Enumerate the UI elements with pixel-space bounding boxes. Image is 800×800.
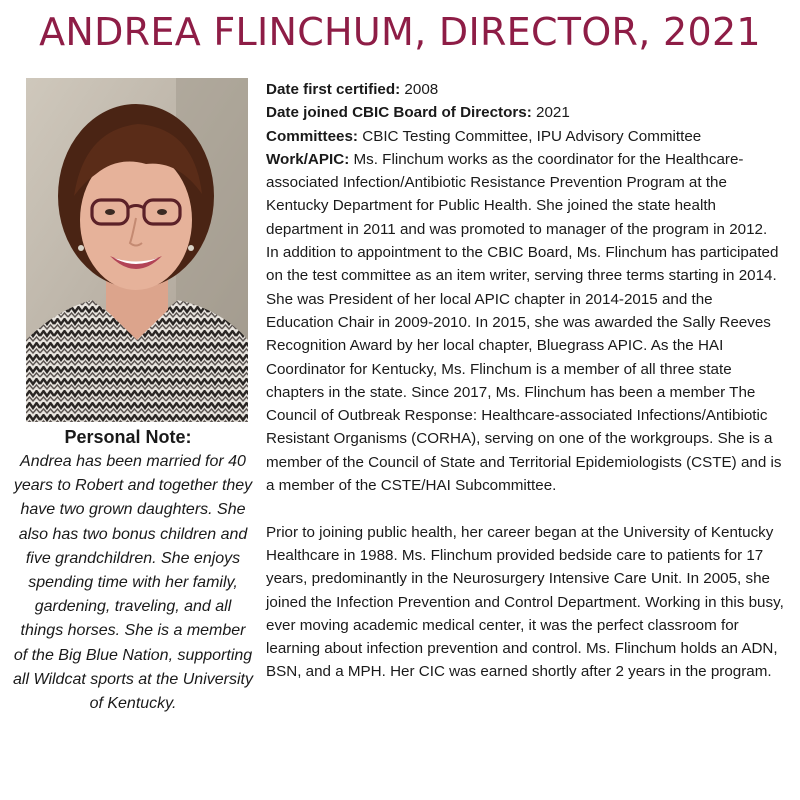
joined-value: 2021 <box>531 104 570 122</box>
committees-value: CBIC Testing Committee, IPU Advisory Committee <box>358 127 702 145</box>
career-paragraph: Prior to joining public health, her career began at the University of Kentucky Healthcare in 1988. Ms. Flinchum provided bedside care to patients for 17 years, predominantly in the Neurosurgery Intensive Care Unit. In 2005, she joined the Infection Prevention and Control Department. Working in this busy, ever moving academic medical center, it was the perfect classroom for learning about infection prevention and control. Ms. Flinchum holds an ADN, BSN, and a MPH. Her CIC was earned shortly after 2 years in the program. <box>266 523 784 681</box>
personal-note <box>12 425 254 716</box>
certified-row <box>266 78 784 101</box>
page-title: ANDREA FLINCHUM, DIRECTOR, 2021 <box>39 10 761 54</box>
personal-note-body: Andrea has been married for 40 years to Robert and together they have two grown daughters. She also has two bonus children and five grandchildren. She enjoys spending time with her family, gardening, traveling, and all things horses. She is a member of the Big Blue Nation, supporting all Wildcat sports at the University of Kentucky. <box>13 453 253 713</box>
bio-details <box>266 78 784 684</box>
personal-note-heading: Personal Note: <box>64 427 192 447</box>
portrait-photo <box>26 78 248 422</box>
work-label: Work/APIC: <box>266 150 350 168</box>
paragraph-gap <box>266 497 784 520</box>
committees-row <box>266 125 784 148</box>
certified-label: Date first certified: <box>266 81 401 98</box>
certified-value: 2008 <box>400 81 439 98</box>
joined-row <box>266 101 784 124</box>
joined-label: Date joined CBIC Board of Directors: <box>266 104 532 122</box>
work-value: Ms. Flinchum works as the coordinator for the Healthcare-associated Infection/Antibiotic Resistance Prevention Program at the Kentucky Department for Public Health. She joined the state health department in 2011 and was promoted to manager of the program in 2012. In addition to appointment to the CBIC Board, Ms. Flinchum has participated on the test committee as an item writer, serving three terms starting in 2014. She was President of her local APIC chapter in 2014-2015 and the Education Chair in 2009-2010. In 2015, she was awarded the Sally Reeves Recognition Award by her local chapter, Bluegrass APIC. As the HAI Coordinator for Kentucky, Ms. Flinchum is a member of all three state chapters in the state. Since 2017, Ms. Flinchum has been a member The Council of Outbreak Response: Healthcare-associated Infections/Antibiotic Resistant Organisms (CORHA), serving on one of the workgroups. She is a member of the Council of State and Territorial Epidemiologists (CSTE) and is a member of the CSTE/HAI Subcommittee. <box>266 150 782 495</box>
committees-label: Committees: <box>266 127 358 145</box>
work-paragraph <box>266 148 784 497</box>
